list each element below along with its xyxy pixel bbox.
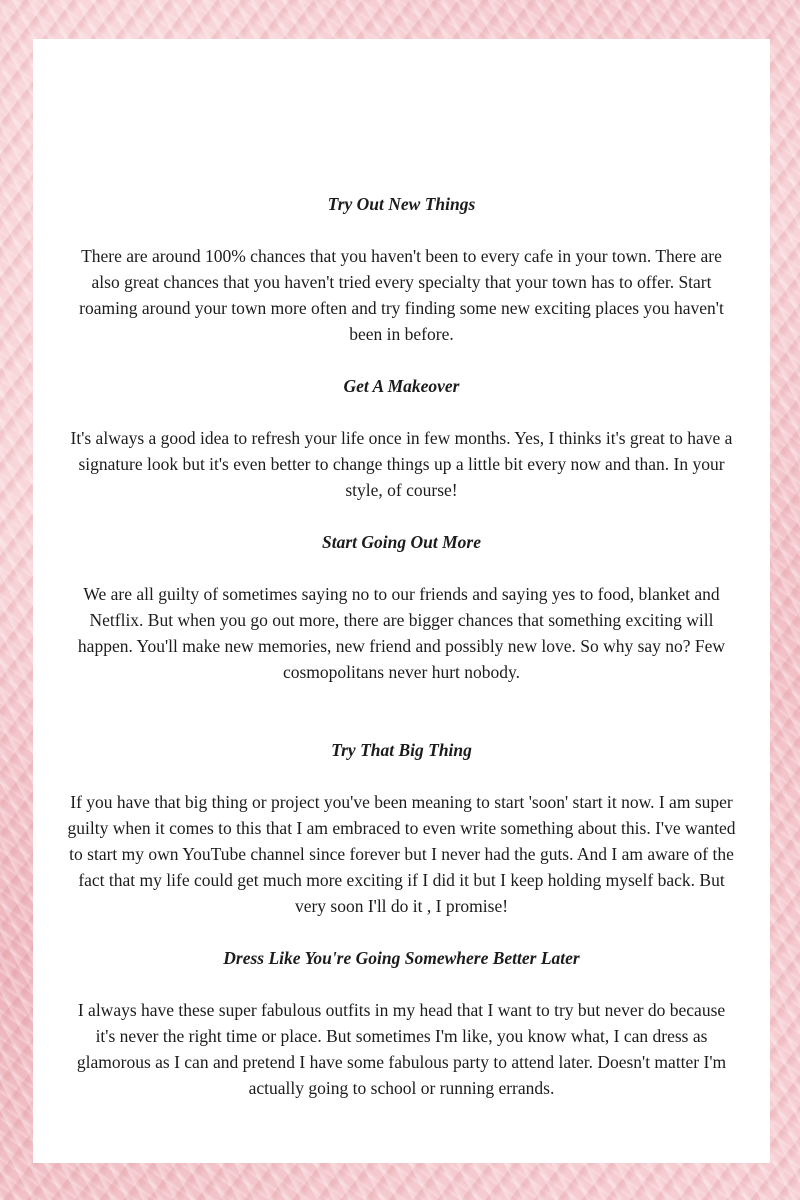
section-dress-like-going-somewhere	[68, 945, 736, 1101]
section-body: There are around 100% chances that you haven't been to every cafe in your town. There are also great chances that you haven't tried every specialty that your town has to offer. Start roaming around your town more often and try finding some new exciting places you haven't been in before.	[79, 246, 724, 344]
section-heading: Try Out New Things	[327, 194, 476, 214]
section-try-that-big-thing	[68, 737, 736, 919]
section-try-out-new-things	[68, 191, 736, 347]
section-body: I always have these super fabulous outfits in my head that I want to try but never do because it's never the right time or place. But sometimes I'm like, you know what, I can dress as glamorous as I can and pretend I have some fabulous party to attend later. Doesn't matter I'm actually going to school or running errands.	[76, 1000, 727, 1098]
section-heading: Dress Like You're Going Somewhere Better Later	[223, 948, 580, 968]
section-heading: Start Going Out More	[322, 532, 481, 552]
section-heading: Get A Makeover	[343, 376, 460, 396]
section-heading: Try That Big Thing	[331, 740, 472, 760]
section-start-going-out-more	[68, 529, 736, 685]
section-get-a-makeover	[68, 373, 736, 503]
section-body: It's always a good idea to refresh your life once in few months. Yes, I thinks it's great to have a signature look but it's even better to change things up a little bit every now and than. In your style, of course!	[70, 428, 733, 500]
section-body: If you have that big thing or project you've been meaning to start 'soon' start it now. I am super guilty when it comes to this that I am embraced to even write something about this. I've wanted to start my own YouTube channel since forever but I never had the guts. And I am aware of the fact that my life could get much more exciting if I did it but I keep holding myself back. But very soon I'll do it , I promise!	[67, 792, 736, 916]
section-body: We are all guilty of sometimes saying no to our friends and saying yes to food, blanket and Netflix. But when you go out more, there are bigger chances that something exciting will happen. You'll make new memories, new friend and possibly new love. So why say no? Few cosmopolitans never hurt nobody.	[77, 584, 726, 682]
content-card	[33, 39, 770, 1163]
